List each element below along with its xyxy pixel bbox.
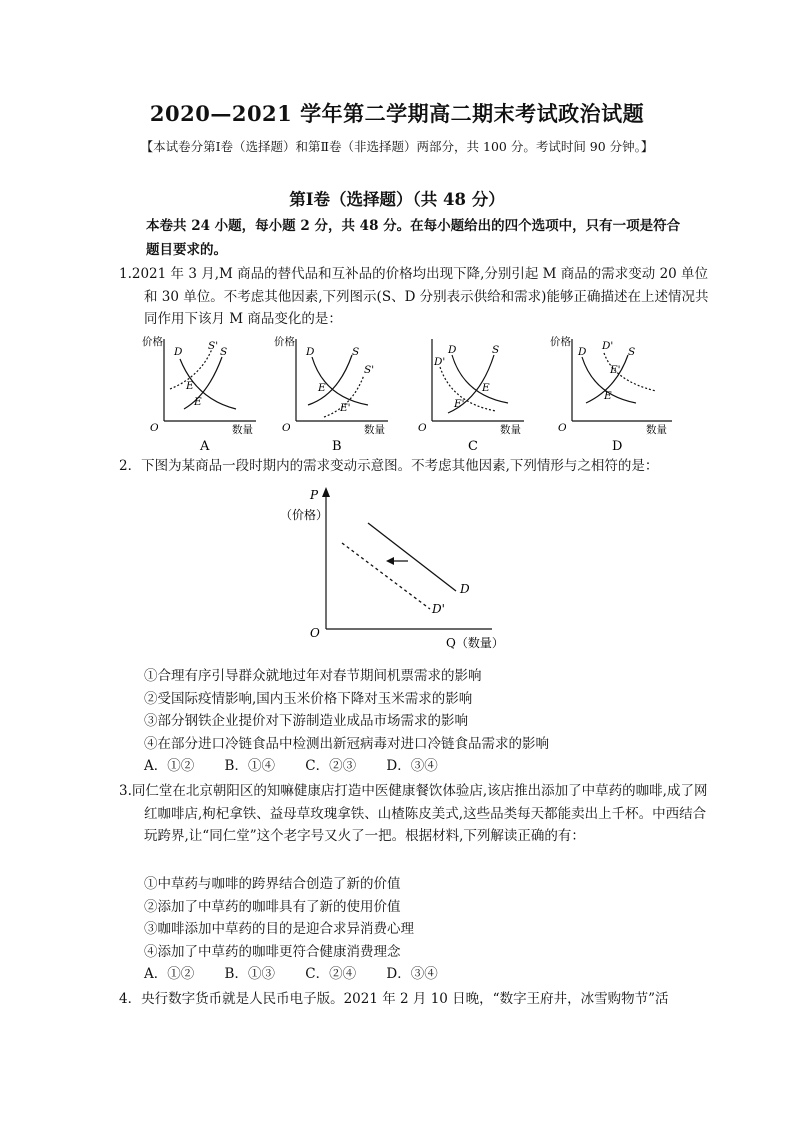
graph-c-name: C xyxy=(468,439,478,454)
graph-d-label-d: D xyxy=(578,346,587,358)
graph-d-label-d1: D' xyxy=(602,340,614,352)
graph-b-label-e: E xyxy=(318,382,326,394)
graph-c-x-label: 数量 xyxy=(500,424,521,436)
q2-y-label: P xyxy=(310,488,319,502)
graph-d-y-label: 价格 xyxy=(550,336,571,348)
graph-a-origin: O xyxy=(150,422,159,434)
question-3-items xyxy=(144,873,684,986)
q2-item-1: ①合理有序引导群众就地过年对春节期间机票需求的影响 xyxy=(144,668,482,684)
q3-item-1: ①中草药与咖啡的跨界结合创造了新的价值 xyxy=(144,876,401,892)
graph-c-label-e1: E' xyxy=(454,398,465,410)
q2-item-3: ③部分钢铁企业提价对下游制造业成品市场需求的影响 xyxy=(144,713,468,729)
q2-option-d[interactable]: D．③④ xyxy=(386,758,438,774)
graph-a-label-e2: E xyxy=(194,396,202,408)
q3-item-2: ②添加了中草药的咖啡具有了新的使用价值 xyxy=(144,898,401,915)
q3-option-d[interactable]: D．③④ xyxy=(386,966,438,982)
question-2-stem: 2．下图为某商品一段时期内的需求变动示意图。不考虑其他因素,下列情形与之相符的是： xyxy=(119,458,659,474)
q2-y-sublabel: （价格） xyxy=(280,508,329,522)
question-3-stem: 3.同仁堂在北京朝阳区的知嘛健康店打造中医健康餐饮体验店,该店推出添加了中草药的咖啡,成了网红咖啡店,枸杞拿铁、益母草玫瑰拿铁、山楂陈皮美式,这些品类每天都能卖出上千杯。中西结合玩跨界,让“同仁堂”这个老字号又火了一把。根据材料,下列解读正确的有： xyxy=(119,783,708,844)
q3-option-b[interactable]: B．①③ xyxy=(224,966,275,982)
graph-b-demand-curve xyxy=(312,357,368,405)
q2-option-c[interactable]: C．②③ xyxy=(305,758,357,774)
q2-origin: O xyxy=(310,626,320,640)
q3-item-4: ④添加了中草药的咖啡更符合健康消费理念 xyxy=(144,943,401,960)
graph-c-origin: O xyxy=(418,422,427,434)
graph-d-label-s: S xyxy=(628,346,636,358)
q3-option-c[interactable]: C．②④ xyxy=(305,966,357,982)
graph-a-name: A xyxy=(200,439,210,454)
section-instructions: 本卷共 24 小题，每小题 2 分，共 48 分。在每小题给出的四个选项中，只有一项是符合题目要求的。 xyxy=(146,218,681,258)
graph-b-label-s1: S' xyxy=(364,364,375,376)
question-4-stem: 4．央行数字货币就是人民币电子版。2021 年 2 月 10 日晚，“数字王府井，冰雪购物节”活 xyxy=(119,991,669,1007)
graph-a-label-e1: E xyxy=(186,380,194,392)
q3-options xyxy=(144,963,684,986)
graph-a-label-d: D xyxy=(174,346,183,358)
q2-item-2: ②受国际疫情影响,国内玉米价格下降对玉米需求的影响 xyxy=(144,690,473,707)
graph-c-label-e: E xyxy=(482,382,490,394)
exam-note: 【本试卷分第Ⅰ卷（选择题）和第Ⅱ卷（非选择题）两部分，共 100 分。考试时间 90 分钟。】 xyxy=(140,139,654,154)
graph-a-y-label: 价格 xyxy=(142,336,163,348)
question-2-chart xyxy=(280,485,520,655)
q2-demand-shift-line xyxy=(342,543,430,609)
graph-c xyxy=(408,333,528,455)
graph-a-label-s: S xyxy=(220,346,228,358)
graph-a xyxy=(140,333,260,455)
graph-c-label-d: D xyxy=(448,344,457,356)
graph-b-label-s: S xyxy=(352,346,360,358)
q2-demand-line xyxy=(368,523,456,591)
q2-y-arrow xyxy=(322,487,330,497)
graph-d-x-label: 数量 xyxy=(646,424,667,436)
q2-option-a[interactable]: A．①② xyxy=(144,758,195,774)
graph-b xyxy=(272,333,392,455)
graph-b-name: B xyxy=(332,439,342,454)
question-1-stem: 1.2021 年 3 月,M 商品的替代品和互补品的价格均出现下降,分别引起 M 商品的需求变动 20 单位和 30 单位。不考虑其他因素,下列图示(S、D 分别表示供给和需求)能够正确描述在上述情况共同作用下该月 M 商品变化的是： xyxy=(119,266,709,327)
exam-title: 2020—2021 学年第二学期高二期末考试政治试题 xyxy=(149,101,645,126)
graph-d-label-e: E xyxy=(604,390,612,402)
q2-option-b[interactable]: B．①④ xyxy=(224,758,275,774)
question-2-items xyxy=(144,665,684,778)
q2-options xyxy=(144,755,684,778)
graph-b-label-d: D xyxy=(306,346,315,358)
question-1-graphs xyxy=(140,333,700,458)
graph-d xyxy=(548,333,678,455)
graph-c-label-d1: D' xyxy=(434,356,446,368)
graph-c-label-s: S xyxy=(492,344,500,356)
graph-b-y-label: 价格 xyxy=(274,336,295,348)
graph-a-label-s1: S' xyxy=(208,340,219,352)
q2-curve-d1: D' xyxy=(432,602,445,616)
q2-shift-arrowhead xyxy=(386,557,394,565)
section-title: 第Ⅰ卷（选择题）（共 48 分） xyxy=(289,190,505,209)
graph-b-origin: O xyxy=(282,422,291,434)
graph-b-label-e1: E' xyxy=(340,402,351,414)
graph-b-x-label: 数量 xyxy=(364,424,385,436)
q2-x-label: Q（数量） xyxy=(446,636,504,650)
q2-item-4: ④在部分进口冷链食品中检测出新冠病毒对进口冷链食品需求的影响 xyxy=(144,735,549,752)
q2-curve-d: D xyxy=(460,582,470,596)
graph-c-demand-curve xyxy=(452,355,508,403)
q3-item-3: ③咖啡添加中草药的目的是迎合求异消费心理 xyxy=(144,921,414,937)
graph-a-x-label: 数量 xyxy=(232,424,253,436)
graph-d-name: D xyxy=(612,439,623,454)
q3-option-a[interactable]: A．①② xyxy=(144,966,195,982)
graph-d-origin: O xyxy=(558,422,567,434)
graph-d-label-e1: E' xyxy=(610,364,621,376)
